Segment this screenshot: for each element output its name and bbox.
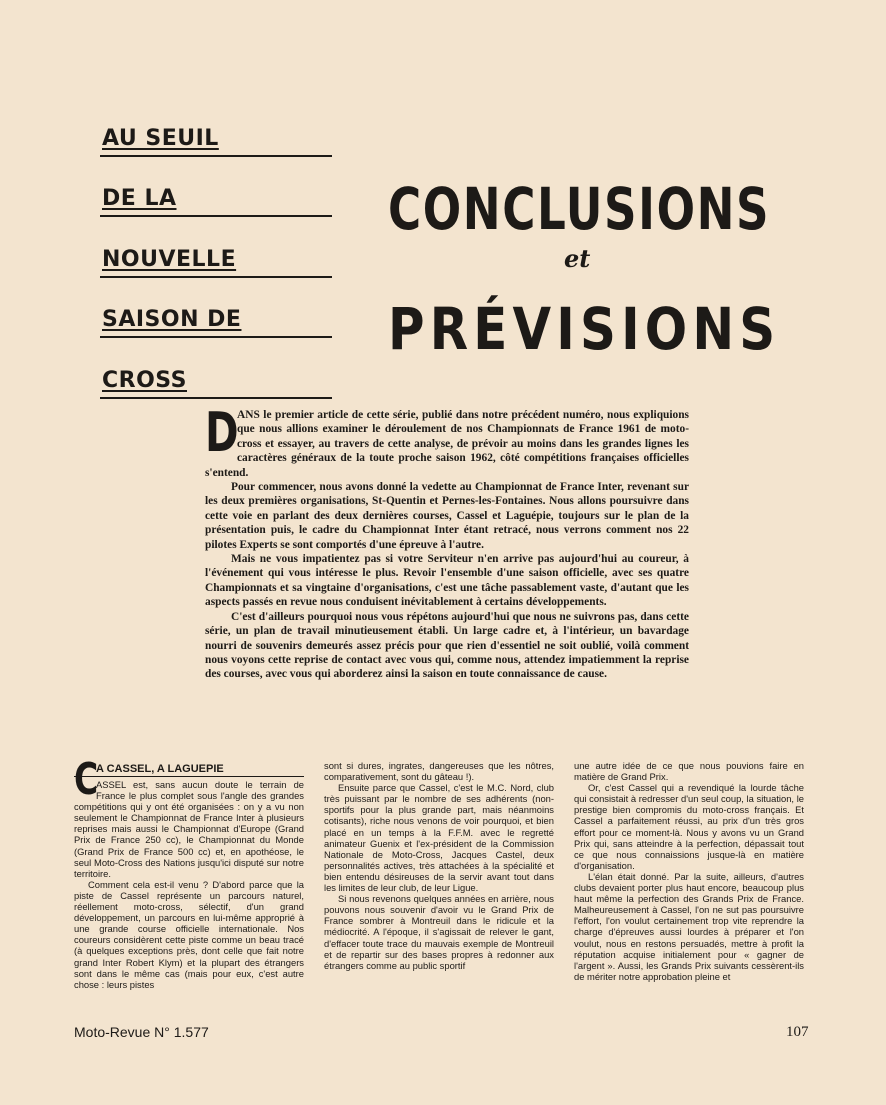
page-number: 107 (786, 1024, 809, 1040)
section-subhead: A CASSEL, A LAGUEPIE (74, 760, 304, 777)
intro-paragraph: ANS le premier article de cette série, publié dans notre précédent numéro, nous expliquions que nous allions examiner le déroulement de nos Championnats de France 1961 de moto-cross et essayer, au travers de cette analyse, de prévoir au moins dans les grandes lignes les caractères généraux de la toute proche saison 1962, côté compétitions françaises officielles s'entend. (205, 409, 689, 479)
kicker-line (100, 338, 332, 399)
kicker-text: SAISON DE (102, 307, 242, 332)
magazine-footer: Moto-Revue N° 1.577 (74, 1024, 209, 1040)
kicker-text: DE LA (102, 186, 177, 211)
body-paragraph: sont si dures, ingrates, dangereuses que les nôtres, comparativement, sont du gâteau !). (324, 760, 554, 783)
kicker-block (100, 96, 332, 399)
kicker-text: AU SEUIL (102, 125, 219, 151)
intro-paragraph: C'est d'ailleurs pourquoi nous vous répétons aujourd'hui que nous ne suivrons pas, dans cette série, un plan de travail minutieusement établi. Un large cadre et, à l'intérieur, un bavardage nourri de souvenirs demeurés assez précis pour que rien d'essentiel ne soit oublié, voilà comment nous voyons cette reprise de contact avec vous qui, comme nous, attendez impatiemment la reprise des courses, avec vous qui aborderez ainsi la saison en toute connaissance de cause. (205, 610, 689, 681)
body-paragraph: ASSEL est, sans aucun doute le terrain de France le plus complet sous l'angle des grandes compétitions qui y ont été organisées : on y a vu non seulement le Championnat de France Inter à plusieurs reprises mais aussi le Championnat d'Europe (Grand Prix de France 250 cc), le Championnat du Monde (Grand Prix de France 500 cc) et, en apothéose, le seul Moto-Cross des Nations jusqu'ici disputé sur notre territoire. (74, 779, 304, 879)
kicker-line (100, 217, 332, 278)
body-paragraph: L'élan était donné. Par la suite, ailleurs, d'autres clubs devaient porter plus haut encore, beaucoup plus haut même la perfection des Grands Prix de France. Malheureusement à Cassel, l'on ne sut pas poursuivre l'effort, l'on voulut certainement trop vite reprendre la charge d'épreuves aussi lourdes à préparer et l'on voulut, nous en restons persuadés, mettre à profit la réputation acquise initialement pour « gagner de l'argent ». Aussi, les Grands Prix suivants cessèrent-ils de mériter notre approbation pleine et (574, 870, 804, 982)
kicker-text: CROSS (102, 367, 187, 393)
intro-paragraph: Pour commencer, nous avons donné la vedette au Championnat de France Inter, revenant sur les deux premières organisations, St-Quentin et Pernes-les-Fontaines. Nous allons poursuivre dans cette voie en parlant des deux dernières courses, Cassel et Laguépie, toujours sur le plan de la présentation puis, le cadre du Championnat Inter étant retracé, nous verrons comment nos 22 pilotes Experts se sont comportés d'une épreuve à l'autre. (205, 481, 689, 551)
kicker-text: NOUVELLE (102, 246, 237, 272)
column-1 (74, 754, 304, 990)
column-3 (574, 760, 804, 982)
column-drop-cap: C (74, 754, 99, 805)
kicker-line (100, 96, 332, 157)
body-paragraph: Comment cela est-il venu ? D'abord parce que la piste de Cassel représente un parcours naturel, réellement moto-cross, sélectif, d'un grand développement, un parcours en lui-même approprié à une grande course officielle internationale. Nos coureurs considèrent cette piste comme un beau tracé (à quelques exceptions près, dont celle que fait notre grand Inter Robert Klym) et la plupart des étrangers sont dans le même cas (mais pour eux, c'est autre chose : leurs pistes (74, 878, 304, 990)
column-2 (324, 760, 554, 971)
body-paragraph: Or, c'est Cassel qui a revendiqué la lourde tâche qui consistait à redresser d'un seul coup, la situation, le prestige bien compromis du moto-cross français. Et Cassel a parfaitement réussi, au prix d'un très gros effort pour ce moment-là. Nous y avons vu un Grand Prix qui, sans atteindre à la perfection, dépassait tout ce que nous connaissions jusque-là en matière d'organisation. (574, 782, 804, 871)
drop-cap: D (205, 401, 239, 464)
intro-text (205, 401, 689, 682)
kicker-line (100, 157, 332, 218)
title-line-2: PRÉVISIONS (388, 295, 781, 363)
title-line-1: CONCLUSIONS (388, 175, 771, 243)
title-joiner: et (564, 244, 591, 273)
article-title (388, 175, 781, 378)
kicker-line (100, 278, 332, 339)
intro-paragraph: Mais ne vous impatientez pas si votre Serviteur n'en arrive pas aujourd'hui au coureur, à l'événement qui vous intéresse le plus. Revoir l'ensemble d'une saison officielle, avec ses quatre Championnats et sa vingtaine d'organisations, c'est une tâche passablement vaste, d'autant que les aspects passés en revue nous conduisent inévitablement à certains développements. (205, 553, 689, 609)
body-paragraph: Ensuite parce que Cassel, c'est le M.C. Nord, club très puissant par le nombre de ses adhérents (non-sportifs pour la plus grande part, mais néanmoins cotisants), riche nous venons de voir pourquoi, et bien placé en un temps à la F.F.M. avec le regretté animateur Guenix et l'ex-président de la Commission Nationale de Moto-Cross, Jacques Castel, deux personnalités actives, très attachées à la spécialité et bien entendu désireuses de la servir avant tout dans les limites de leur club, de leur Ligue. (324, 782, 554, 894)
body-paragraph: une autre idée de ce que nous pouvions faire en matière de Grand Prix. (574, 760, 804, 783)
body-columns (74, 754, 810, 1050)
body-paragraph: Si nous revenons quelques années en arrière, nous pouvons nous souvenir d'avoir vu le Grand Prix de France sombrer à Montreuil dans le ridicule et la médiocrité. A l'époque, il s'agissait de relever le gant, d'effacer toute trace du mauvais exemple de Montreuil et de repartir sur des bases propres à redonner aux étrangers comme au public sportif (324, 893, 554, 971)
